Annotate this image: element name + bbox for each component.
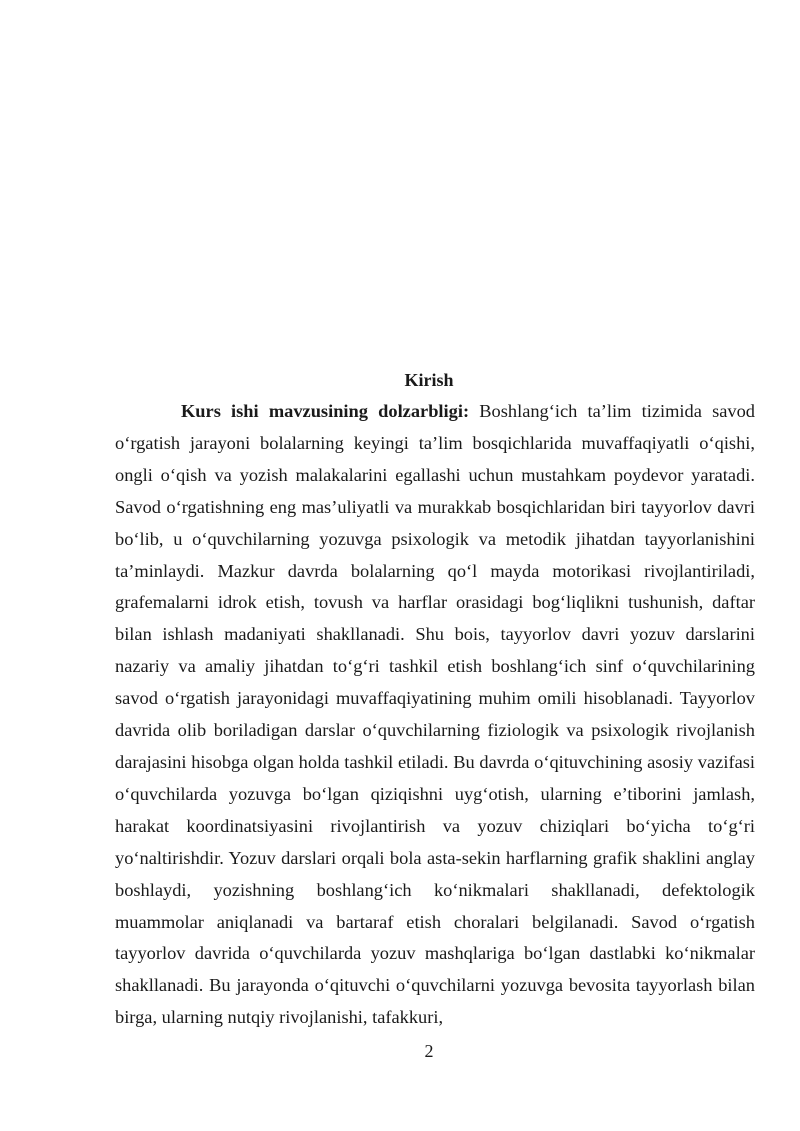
body-paragraph — [115, 396, 755, 1034]
page-number: 2 — [424, 1041, 434, 1061]
section-heading: Kirish — [404, 370, 454, 390]
paragraph-lead: Kurs ishi mavzusining dolzarbligi: — [181, 401, 470, 421]
paragraph-text: Boshlang‘ich ta’lim tizimida savod o‘rgatish jarayoni bolalarning keyingi ta’lim bosqichlarida muvaffaqiyatli o‘qishi, ongli o‘qish va yozish malakalarini egallashi uchun mustahkam poydevor yaratadi. Savod o‘rgatishning eng mas’uliyatli va murakkab bosqichlaridan biri tayyorlov davri bo‘lib, u o‘quvchilarning yozuvga psixologik va metodik jihatdan tayyorlanishini ta’minlaydi. Mazkur davrda bolalarning qo‘l mayda motorikasi rivojlantiriladi, grafemalarni idrok etish, tovush va harflar orasidagi bog‘liqlikni tushunish, daftar bilan ishlash madaniyati shakllanadi. Shu bois, tayyorlov davri yozuv darslarini nazariy va amaliy jihatdan to‘g‘ri tashkil etish boshlang‘ich sinf o‘quvchilarining savod o‘rgatish jarayonidagi muvaffaqiyatining muhim omili hisoblanadi. Tayyorlov davrida olib boriladigan darslar o‘quvchilarning fiziologik va psixologik rivojlanish darajasini hisobga olgan holda tashkil etiladi. Bu davrda o‘qituvchining asosiy vazifasi o‘quvchilarda yozuvga bo‘lgan qiziqishni uyg‘otish, ularning e’tiborini jamlash, harakat koordinatsiyasini rivojlantirish va yozuv chiziqlari bo‘yicha to‘g‘ri yo‘naltirishdir. Yozuv darslari orqali bola asta-sekin harflarning grafik shaklini anglay boshlaydi, yozishning boshlang‘ich ko‘nikmalari shakllanadi, defektologik muammolar aniqlanadi va bartaraf etish choralari belgilanadi. Savod o‘rgatish tayyorlov davrida o‘quvchilarda yozuv mashqlariga bo‘lgan dastlabki ko‘nikmalar shakllanadi. Bu jarayonda o‘qituvchi o‘quvchilarni yozuvga bevosita tayyorlash bilan birga, ularning nutqiy rivojlanishi, tafakkuri, — [115, 401, 755, 1028]
